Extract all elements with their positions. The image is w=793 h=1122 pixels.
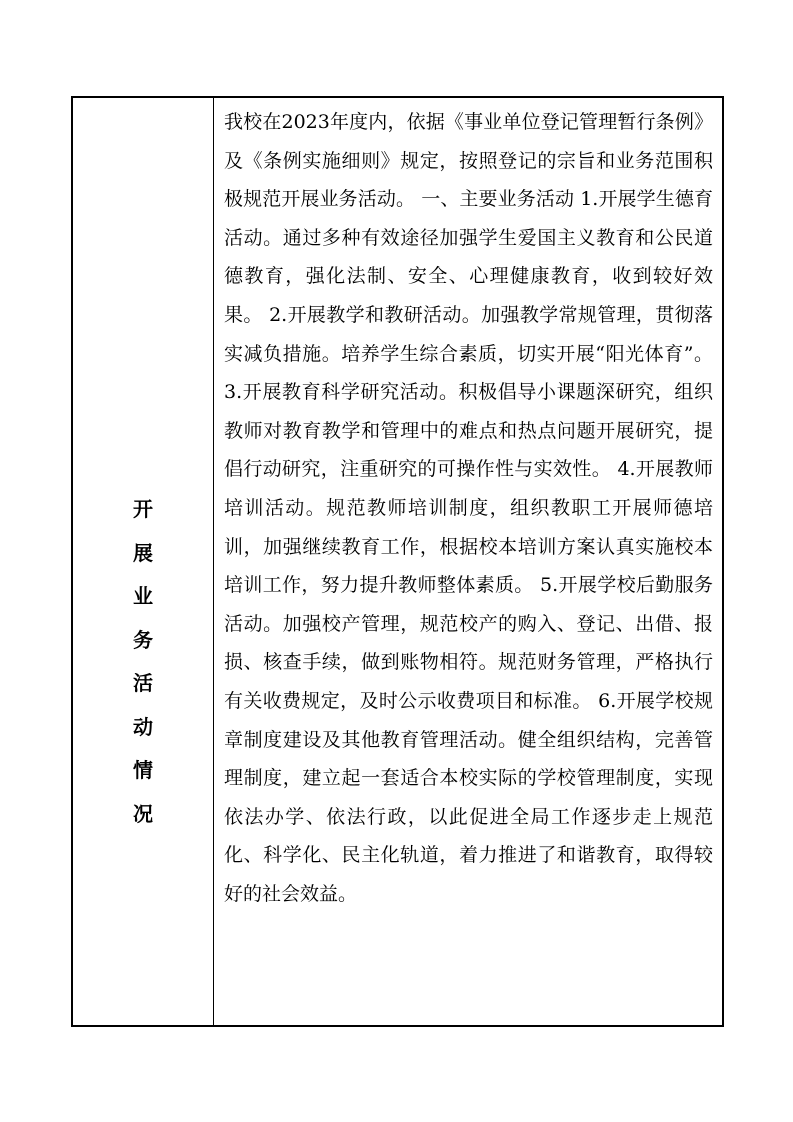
- activities-description: 我校在2023年度内，依据《事业单位登记管理暂行条例》及《条例实施细则》规定，按照登记的宗旨和业务范围积极规范开展业务活动。 一、主要业务活动 1.开展学生德育活动。通过多种有效途径加强学生爱国主义教育和公民道德教育，强化法制、安全、心理健康教育，收到较好效果。 2.开展教学和教研活动。加强教学常规管理，贯彻落实减负措施。培养学生综合素质，切实开展“阳光体育”。 3.开展教育科学研究活动。积极倡导小课题深研究，组织教师对教育教学和管理中的难点和热点问题开展研究，提倡行动研究，注重研究的可操作性与实效性。 4.开展教师培训活动。规范教师培训制度，组织教职工开展师德培训，加强继续教育工作，根据校本培训方案认真实施校本培训工作，努力提升教师整体素质。 5.开展学校后勤服务活动。加强校产管理，规范校产的购入、登记、出借、报损、核查手续，做到账物相符。规范财务管理，严格执行有关收费规定，及时公示收费项目和标准。 6.开展学校规章制度建设及其他教育管理活动。健全组织结构，完善管理制度，建立起一套适合本校实际的学校管理制度，实现依法办学、依法行政，以此促进全局工作逐步走上规范化、科学化、民主化轨道，着力推进了和谐教育，取得较好的社会效益。: [224, 111, 713, 905]
- label-char: 情: [133, 758, 153, 782]
- label-char: 务: [133, 627, 153, 652]
- label-char: 开: [133, 497, 153, 521]
- label-char: 动: [133, 714, 153, 739]
- label-char: 展: [133, 540, 153, 565]
- section-label: [73, 496, 213, 844]
- section-label-cell: [73, 98, 214, 1025]
- label-char: 况: [133, 801, 153, 826]
- activities-table: [71, 96, 724, 1027]
- content-cell: [214, 98, 722, 1025]
- label-char: 活: [133, 671, 153, 695]
- label-char: 业: [133, 584, 153, 608]
